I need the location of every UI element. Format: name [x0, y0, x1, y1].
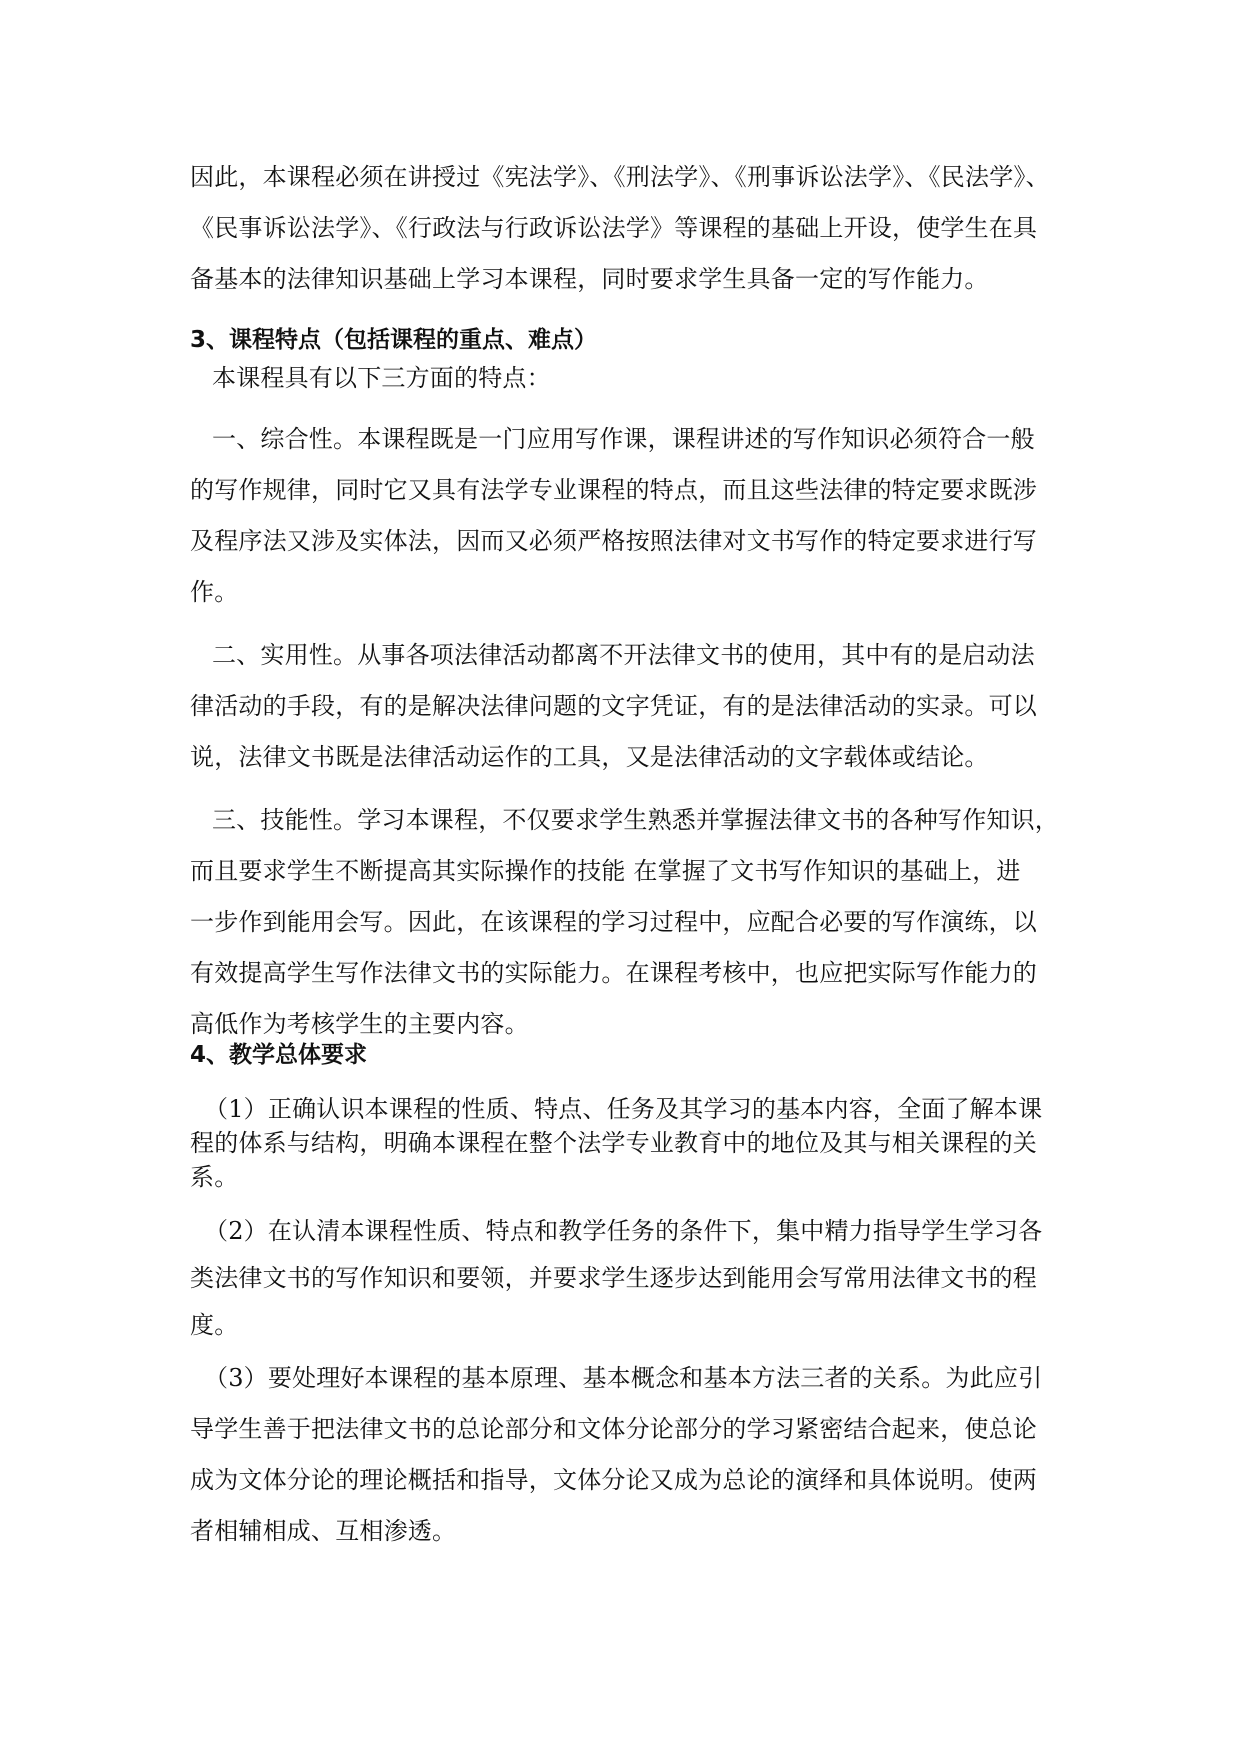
text-line: （3）要处理好本课程的基本原理、基本概念和基本方法三者的关系。为此应引	[204, 1364, 1043, 1392]
text-line: 度。	[190, 1311, 239, 1339]
text-line: （2）在认清本课程性质、特点和教学任务的条件下，集中精力指导学生学习各	[204, 1217, 1043, 1245]
text-line: 高低作为考核学生的主要内容。	[190, 1010, 529, 1038]
requirement-2-paragraph	[190, 1208, 1050, 1349]
text-line: 本课程具有以下三方面的特点：	[212, 364, 551, 392]
text-line: 导学生善于把法律文书的总论部分和文体分论部分的学习紧密结合起来，使总论	[190, 1415, 1037, 1443]
text-line: 类法律文书的写作知识和要领，并要求学生逐步达到能用会写常用法律文书的程	[190, 1264, 1037, 1292]
heading-text: 4、教学总体要求	[190, 1042, 368, 1068]
text-line: 而且要求学生不断提高其实际操作的技能 在掌握了文书写作知识的基础上，进	[190, 857, 1021, 885]
feature-practical-paragraph	[190, 630, 1050, 783]
text-line: 有效提高学生写作法律文书的实际能力。在课程考核中，也应把实际写作能力的	[190, 959, 1037, 987]
text-line: 成为文体分论的理论概括和指导，文体分论又成为总论的演绎和具体说明。使两	[190, 1466, 1037, 1494]
text-line: 的写作规律，同时它又具有法学专业课程的特点，而且这些法律的特定要求既涉	[190, 476, 1037, 504]
feature-skill-paragraph	[190, 795, 1059, 1050]
text-line: 备基本的法律知识基础上学习本课程，同时要求学生具备一定的写作能力。	[190, 265, 989, 293]
text-line: 及程序法又涉及实体法，因而又必须严格按照法律对文书写作的特定要求进行写	[190, 527, 1037, 555]
requirement-3-paragraph	[190, 1353, 1050, 1557]
text-line: 程的体系与结构，明确本课程在整个法学专业教育中的地位及其与相关课程的关	[190, 1129, 1037, 1157]
text-line: 作。	[190, 578, 239, 606]
text-line: 说，法律文书既是法律活动运作的工具，又是法律活动的文字载体或结论。	[190, 743, 989, 771]
intro-paragraph	[190, 152, 1050, 305]
text-line: 三、技能性。学习本课程，不仅要求学生熟悉并掌握法律文书的各种写作知识，	[212, 806, 1059, 834]
text-line: 者相辅相成、互相渗透。	[190, 1517, 457, 1545]
text-line: 系。	[190, 1163, 239, 1191]
section-4-heading	[190, 1038, 1050, 1072]
text-line: （1）正确认识本课程的性质、特点、任务及其学习的基本内容，全面了解本课	[204, 1095, 1043, 1123]
text-line: 《民事诉讼法学》、《行政法与行政诉讼法学》等课程的基础上开设，使学生在具	[190, 214, 1038, 242]
section-3-heading	[190, 323, 1050, 357]
text-line: 因此，本课程必须在讲授过《宪法学》、《刑法学》、《刑事诉讼法学》、《民法学》、	[190, 163, 1050, 191]
requirement-1-paragraph	[190, 1092, 1050, 1194]
text-line: 一、综合性。本课程既是一门应用写作课，课程讲述的写作知识必须符合一般	[212, 425, 1035, 453]
text-line: 一步作到能用会写。因此，在该课程的学习过程中，应配合必要的写作演练，以	[190, 908, 1037, 936]
text-line: 二、实用性。从事各项法律活动都离不开法律文书的使用，其中有的是启动法	[212, 641, 1035, 669]
heading-text: 3、课程特点（包括课程的重点、难点）	[190, 327, 598, 353]
section-3-lead	[212, 361, 1072, 395]
feature-comprehensive-paragraph	[190, 414, 1050, 618]
text-line: 律活动的手段，有的是解决法律问题的文字凭证，有的是法律活动的实录。可以	[190, 692, 1037, 720]
